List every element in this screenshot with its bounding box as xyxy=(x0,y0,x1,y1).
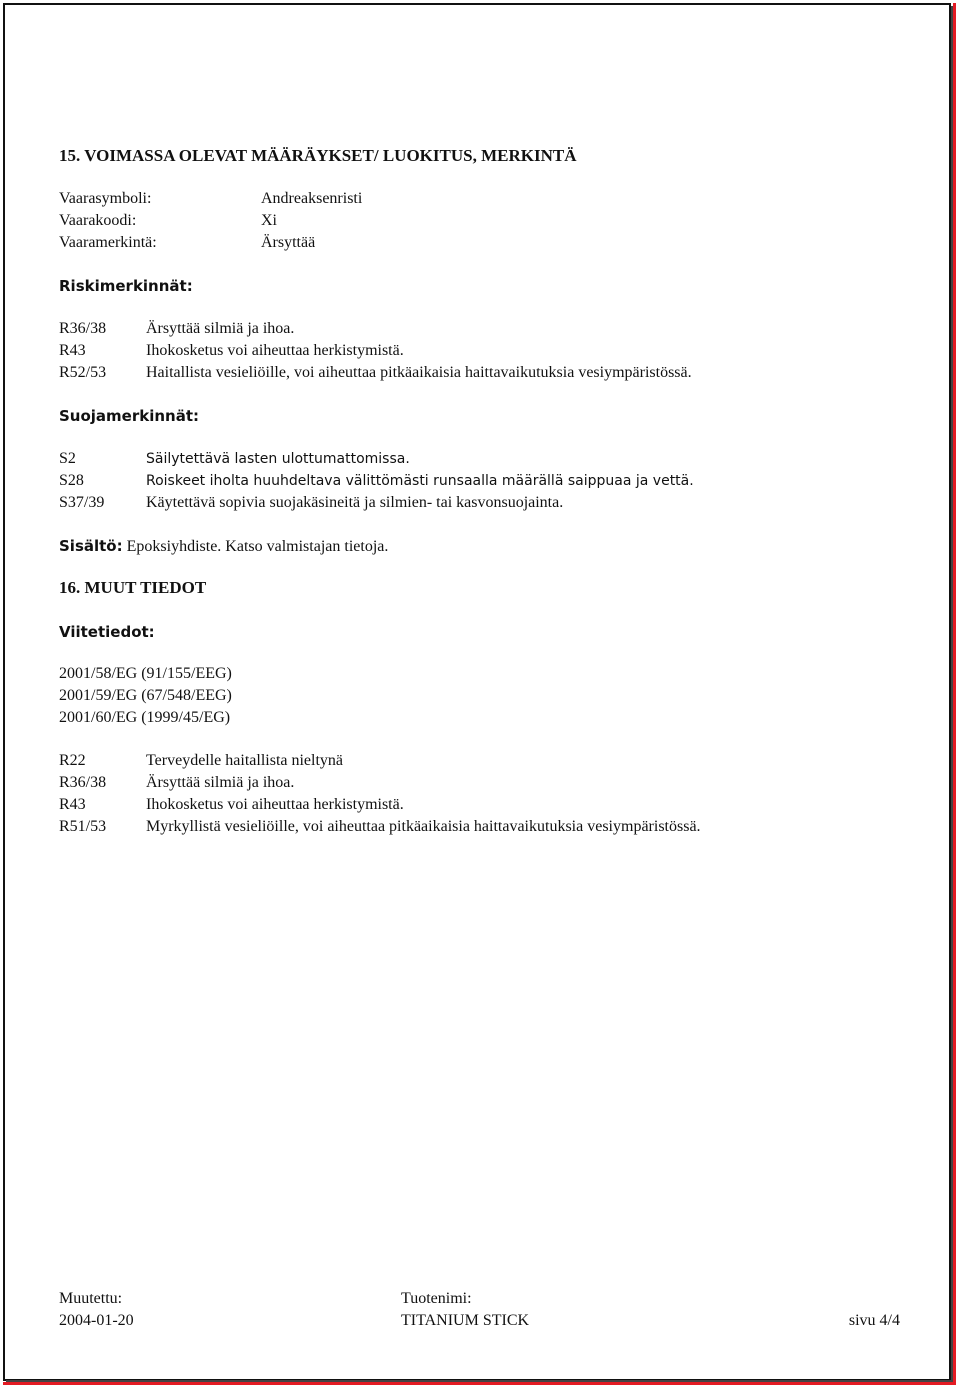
phrase-code: R22 xyxy=(59,752,86,769)
risk-phrase-code: R36/38 xyxy=(59,320,107,337)
safety-phrase-code: S2 xyxy=(59,450,76,467)
phrase-text: Terveydelle haitallista nieltynä xyxy=(146,752,344,769)
contents-line xyxy=(59,536,388,557)
footer-modified-date: 2004-01-20 xyxy=(59,1312,134,1329)
risk-phrase-code: R52/53 xyxy=(59,364,107,381)
footer-product-name: TITANIUM STICK xyxy=(401,1312,530,1329)
safety-phrase-code: S37/39 xyxy=(59,494,105,511)
hazard-code-value: Xi xyxy=(261,212,277,229)
contents-label: Sisältö: xyxy=(59,537,123,555)
safety-phrase-code: S28 xyxy=(59,472,84,489)
hazard-symbol-label: Vaarasymboli: xyxy=(59,190,152,207)
footer-product-label: Tuotenimi: xyxy=(401,1290,472,1307)
footer-modified-label: Muutettu: xyxy=(59,1290,123,1307)
page-border-accent-right xyxy=(953,3,956,1384)
risk-phrase-text: Haitallista vesieliöille, voi aiheuttaa pitkäaikaisia haittavaikutuksia vesiympäristössä. xyxy=(146,364,692,381)
reference-item: 2001/58/EG (91/155/EEG) xyxy=(59,665,232,682)
phrase-text: Ihokosketus voi aiheuttaa herkistymistä. xyxy=(146,796,404,813)
phrase-text: Ärsyttää silmiä ja ihoa. xyxy=(146,774,295,791)
safety-phrase-text: Säilytettävä lasten ulottumattomissa. xyxy=(146,451,410,467)
references-heading: Viitetiedot: xyxy=(59,623,155,641)
hazard-symbol-value: Andreaksenristi xyxy=(261,190,363,207)
risk-phrase-code: R43 xyxy=(59,342,86,359)
hazard-marking-value: Ärsyttää xyxy=(261,234,316,251)
phrase-text: Myrkyllistä vesieliöille, voi aiheuttaa pitkäaikaisia haittavaikutuksia vesiympäristössä. xyxy=(146,818,701,835)
hazard-code-label: Vaarakoodi: xyxy=(59,212,137,229)
reference-item: 2001/60/EG (1999/45/EG) xyxy=(59,709,231,726)
footer-page-number: sivu 4/4 xyxy=(848,1312,900,1329)
safety-phrase-text: Roiskeet iholta huuhdeltava välittömästi runsaalla määrällä saippuaa ja vettä. xyxy=(146,473,694,489)
contents-text: Epoksiyhdiste. Katso valmistajan tietoja. xyxy=(126,538,389,555)
reference-item: 2001/59/EG (67/548/EEG) xyxy=(59,687,232,704)
hazard-marking-label: Vaaramerkintä: xyxy=(59,234,157,251)
phrase-code: R51/53 xyxy=(59,818,107,835)
risk-heading: Riskimerkinnät: xyxy=(59,277,193,295)
risk-phrase-text: Ihokosketus voi aiheuttaa herkistymistä. xyxy=(146,342,404,359)
safety-phrase-text: Käytettävä sopivia suojakäsineitä ja silmien- tai kasvonsuojainta. xyxy=(146,494,564,511)
phrase-code: R43 xyxy=(59,796,86,813)
page-border-accent-bottom xyxy=(3,1382,956,1385)
safety-heading: Suojamerkinnät: xyxy=(59,407,200,425)
risk-phrase-text: Ärsyttää silmiä ja ihoa. xyxy=(146,320,295,337)
section-15-heading: 15. VOIMASSA OLEVAT MÄÄRÄYKSET/ LUOKITUS, MERKINTÄ xyxy=(59,146,577,165)
section-16-heading: 16. MUUT TIEDOT xyxy=(59,578,207,597)
phrase-code: R36/38 xyxy=(59,774,107,791)
